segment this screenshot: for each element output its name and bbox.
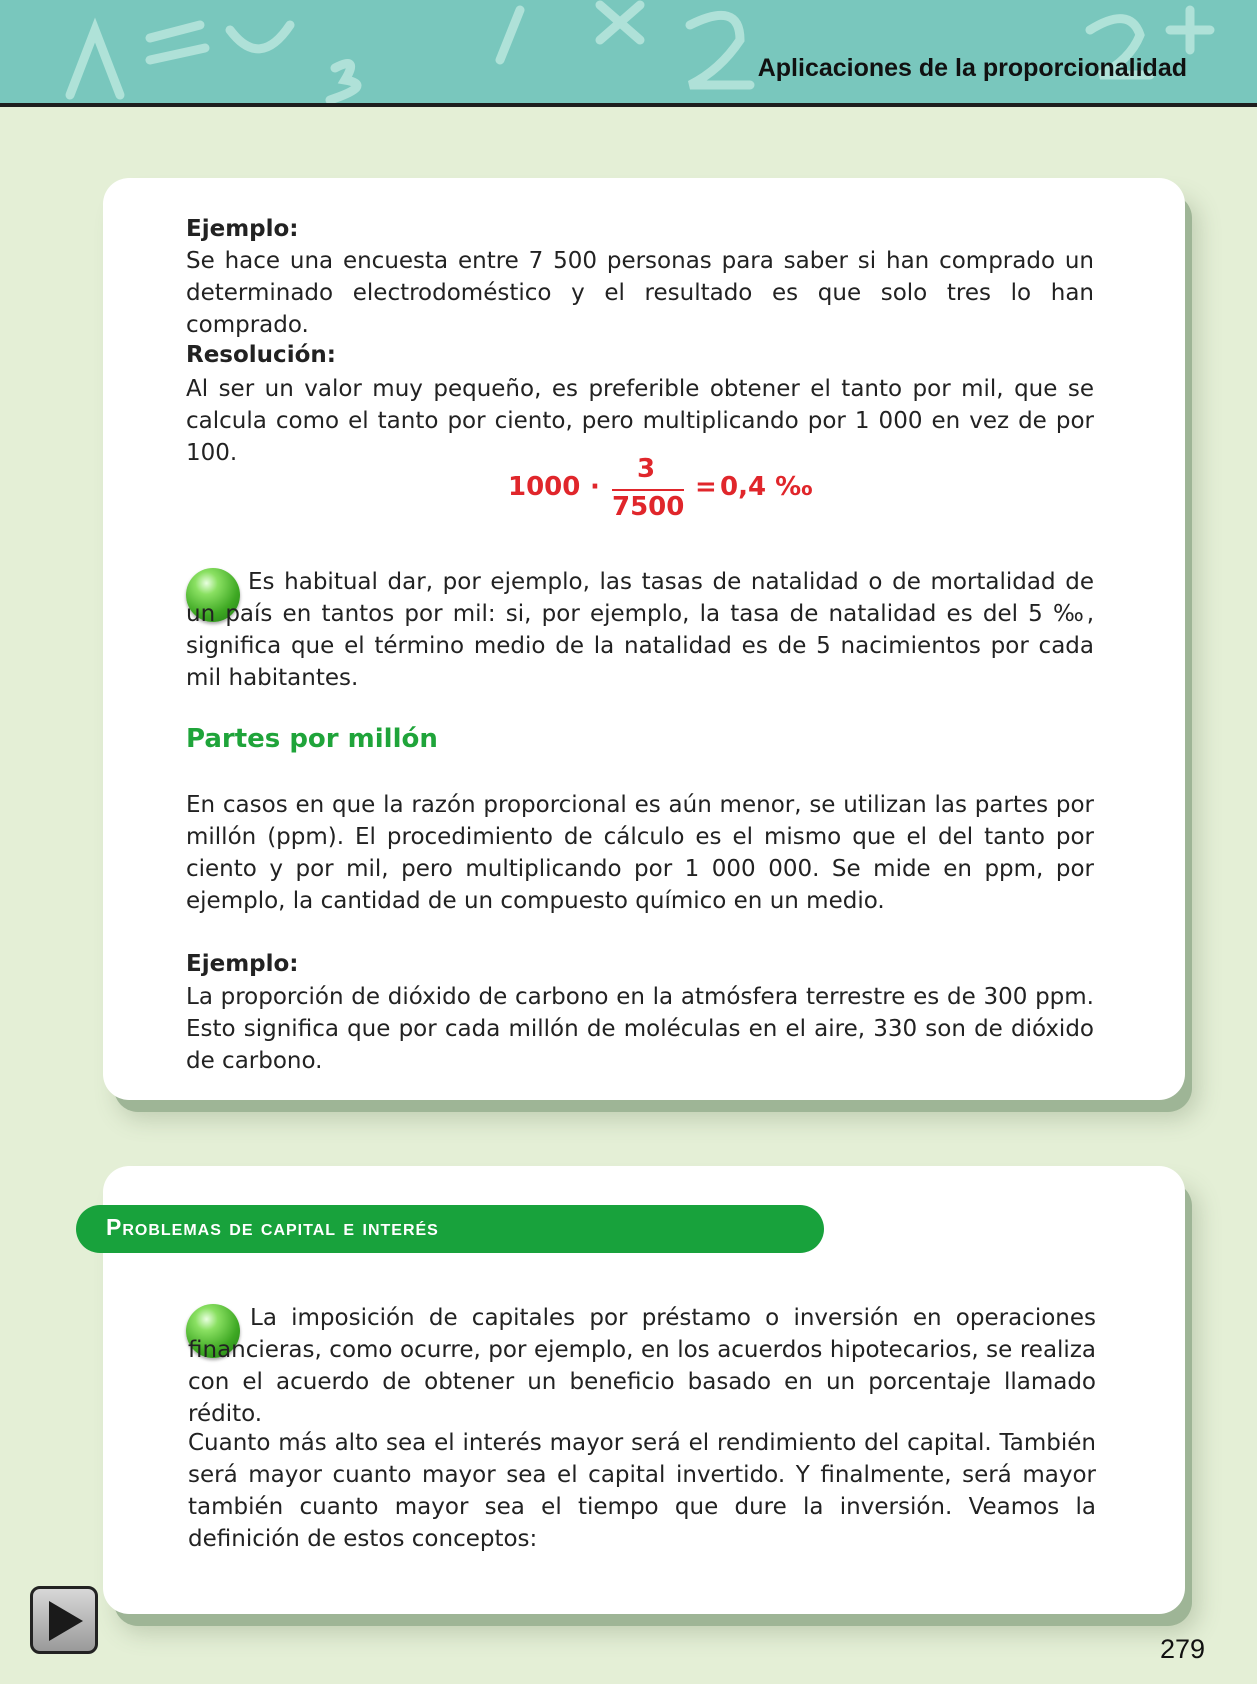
example-label-2: Ejemplo:: [186, 951, 299, 977]
example-label: Ejemplo:: [186, 216, 299, 242]
chapter-title: Aplicaciones de la proporcionalidad: [757, 54, 1187, 82]
capital-paragraph: Cuanto más alto sea el interés mayor será el rendimiento del capital. También será mayor cuanto mayor sea el capital invertido. Y finalmente, será mayor también cuanto mayor sea el tiempo que dure la inversión. Veamos la definición de estos conceptos:: [188, 1430, 1096, 1552]
ppm-heading: Partes por millón: [186, 724, 438, 754]
resolution-label: Resolución:: [186, 342, 336, 368]
play-button[interactable]: [30, 1586, 98, 1654]
formula-factor: 1000: [508, 472, 581, 502]
resolution-text: Al ser un valor muy pequeño, es preferible obtener el tanto por mil, que se calcula como el tanto por ciento, pero multiplicando por 1 000 en vez de por 100.: [186, 376, 1094, 466]
fraction-bar: [612, 489, 684, 491]
formula-denominator: 7500: [612, 492, 685, 522]
example-text-2: La proporción de dióxido de carbono en la atmósfera terrestre es de 300 ppm. Esto significa que por cada millón de moléculas en el aire, 330 son de dióxido de carbono.: [186, 984, 1094, 1074]
section-banner-title: Problemas de capital e interés: [106, 1214, 439, 1240]
formula-equals: =: [695, 472, 717, 502]
formula-numerator: 3: [637, 454, 656, 484]
formula-result: 0,4 ‰: [720, 472, 813, 502]
page-header: [0, 0, 1257, 107]
page-number: 279: [1159, 1634, 1205, 1664]
section-banner: [76, 1205, 824, 1253]
note-text-natality: Es habitual dar, por ejemplo, las tasas de natalidad o de mortalidad de un país en tantos por mil: si, por ejemplo, la tasa de natalidad es del 5 ‰, significa que el término medio de la natalidad es de 5 nacimientos por cada mil habitantes.: [186, 569, 1094, 691]
ppm-text: En casos en que la razón proporcional es aún menor, se utilizan las partes por millón (ppm). El procedimiento de cálculo es el mismo que el del tanto por ciento y por mil, pero multiplicando por 1 000 000. Se mide en ppm, por ejemplo, la cantidad de un compuesto químico en un medio.: [186, 792, 1094, 914]
formula-dot: ·: [590, 472, 600, 502]
example-text: Se hace una encuesta entre 7 500 personas para saber si han comprado un determinado electrodoméstico y el resultado es que solo tres lo han comprado.: [186, 248, 1094, 338]
decorative-math-symbols: [0, 0, 1257, 103]
note-text-capital: La imposición de capitales por préstamo o inversión en operaciones financieras, como ocurre, por ejemplo, en los acuerdos hipotecarios, se realiza con el acuerdo de obtener un beneficio basado en un porcentaje llamado rédito.: [188, 1305, 1096, 1427]
play-icon: [45, 1599, 85, 1643]
